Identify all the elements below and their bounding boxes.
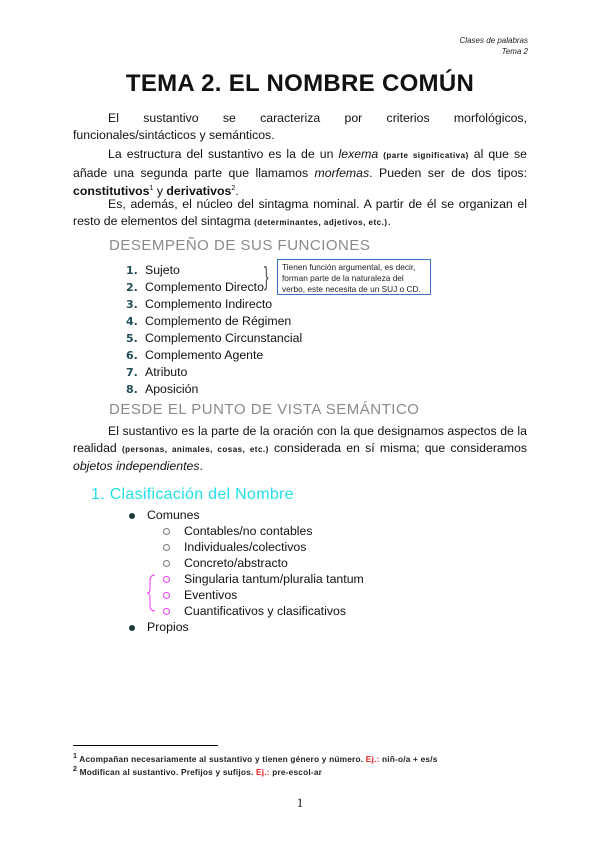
sublist-item	[163, 587, 364, 603]
header-topic: Tema 2	[501, 47, 528, 56]
circle-bullet-icon	[163, 560, 170, 567]
item-label: Complemento Circunstancial	[145, 331, 303, 345]
page-number: 1	[296, 795, 304, 810]
circle-bullet-icon	[163, 608, 170, 615]
brace-icon: }	[264, 261, 269, 291]
item-number: 7.	[126, 366, 138, 379]
text: al que se añade una segunda parte que llamamos	[73, 147, 527, 180]
sublist-item	[163, 523, 364, 539]
fn-example: niñ-o/a + es/s	[379, 753, 438, 764]
function-item	[126, 313, 302, 330]
function-item	[126, 296, 302, 313]
circle-bullet-icon	[163, 544, 170, 551]
item-number: 5.	[126, 332, 138, 345]
function-item	[126, 381, 302, 398]
fn-example: pre-escol-ar	[269, 766, 323, 777]
header-course: Clases de palabras	[459, 36, 528, 45]
paragraph-intro: El sustantivo se caracteriza por criterios morfológicos, funcionales/sintácticos y semánticos.	[73, 111, 527, 142]
note: (determinantes, adjetivos, etc.)	[254, 217, 388, 227]
function-item	[126, 262, 302, 279]
page-title: TEMA 2. EL NOMBRE COMÚN	[125, 70, 475, 97]
text: y	[153, 184, 167, 199]
item-number: 3.	[126, 298, 138, 311]
footnote-1	[73, 753, 438, 764]
circle-bullet-icon	[163, 528, 170, 535]
text: .	[235, 184, 239, 199]
circle-bullet-icon	[163, 592, 170, 599]
footnote-ref[interactable]: 2	[231, 185, 236, 192]
note-box: Tienen función argumental, es decir, forman parte de la naturaleza del verbo, este necesita de un SUJ o CD.	[277, 259, 431, 295]
item-number: 8.	[126, 383, 138, 396]
term-derivativos: derivativos	[166, 184, 232, 199]
footnote-ref[interactable]: 1	[149, 185, 154, 192]
sublist-item	[163, 555, 364, 571]
function-item	[126, 347, 302, 364]
item-label: Aposición	[145, 382, 199, 396]
list-item-propios	[129, 619, 189, 635]
text: Es, además, el núcleo del sintagma nominal. A partir de él se organizan el resto de elementos del sintagma	[73, 197, 527, 228]
function-item	[126, 279, 302, 296]
paragraph-structure	[73, 146, 527, 200]
function-item	[126, 330, 302, 347]
sublist-item	[163, 603, 364, 619]
label: Concreto/abstracto	[184, 556, 288, 570]
circle-bullet-icon	[163, 576, 170, 583]
text: .	[387, 213, 391, 228]
term-objetos: objetos independientes	[73, 459, 200, 473]
note: (parte significativa)	[383, 151, 469, 160]
fn-example-label: Ej.:	[365, 753, 380, 764]
running-header	[460, 35, 528, 57]
text: El sustantivo es la parte de la oración con la que designamos aspectos de la realidad	[73, 424, 527, 455]
bullet-icon	[129, 513, 135, 519]
item-label: Complemento de Régimen	[145, 314, 292, 328]
label: Propios	[147, 620, 189, 634]
functions-list	[126, 262, 302, 398]
sublist-item	[163, 539, 364, 555]
text: . Pueden ser de dos tipos:	[369, 165, 527, 180]
section-heading-functions: DESEMPEÑO DE SUS FUNCIONES	[109, 237, 371, 254]
item-number: 2.	[126, 281, 138, 294]
fn-example-label: Ej.:	[255, 766, 270, 777]
sublist-item	[163, 571, 364, 587]
item-number: 4.	[126, 315, 138, 328]
heading-clasificacion: 1. Clasificación del Nombre	[91, 486, 294, 503]
label: Cuantificativos y clasificativos	[184, 604, 346, 618]
list-item-comunes	[129, 507, 200, 523]
fn-text: Modifican al sustantivo. Prefijos y sufijos.	[79, 766, 256, 777]
pink-brace-icon	[146, 573, 156, 613]
item-label: Complemento Indirecto	[145, 297, 273, 311]
item-label: Complemento Directo	[145, 280, 264, 294]
text: .	[199, 459, 203, 473]
item-label: Complemento Agente	[145, 348, 264, 362]
term-lexema: lexema	[338, 147, 379, 161]
label: Individuales/colectivos	[184, 540, 307, 554]
label: Singularia tantum/pluralia tantum	[184, 572, 364, 586]
fn-num: 1	[73, 753, 78, 760]
section-heading-semantic: DESDE EL PUNTO DE VISTA SEMÁNTICO	[109, 401, 420, 418]
paragraph-nucleus	[73, 196, 527, 231]
label: Eventivos	[184, 588, 238, 602]
paragraph-semantic	[73, 423, 527, 475]
fn-num: 2	[73, 766, 78, 773]
sublist-comunes	[163, 523, 364, 619]
bullet-icon	[129, 625, 135, 631]
item-label: Atributo	[145, 365, 188, 379]
footnote-separator	[73, 745, 218, 746]
item-label: Sujeto	[145, 263, 180, 277]
footnote-2	[73, 766, 322, 777]
label: Comunes	[147, 508, 200, 522]
item-number: 6.	[126, 349, 138, 362]
label: Contables/no contables	[184, 524, 313, 538]
function-item	[126, 364, 302, 381]
text: considerada en sí misma; que consideramos	[268, 440, 527, 455]
term-constitutivos: constitutivos	[73, 184, 150, 199]
note: (personas, animales, cosas, etc.)	[121, 444, 269, 454]
item-number: 1.	[126, 264, 138, 277]
text: La estructura del sustantivo es la de un	[108, 147, 339, 161]
term-morfemas: morfemas	[314, 165, 370, 180]
fn-text: Acompañan necesariamente al sustantivo y tienen género y número.	[79, 753, 366, 764]
